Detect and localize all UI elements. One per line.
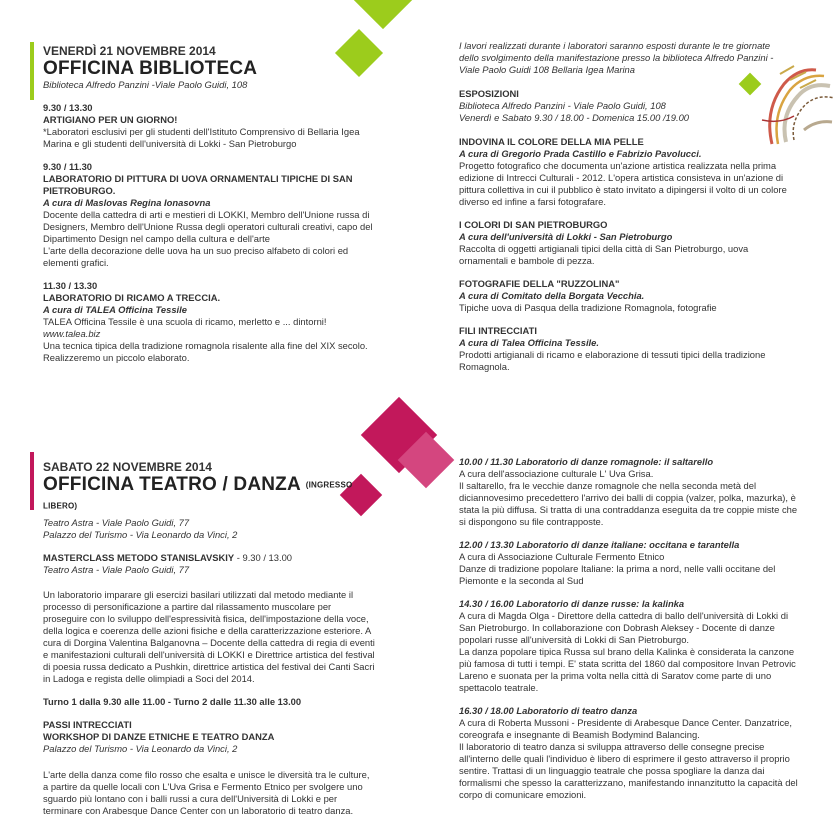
dance-lab-block: 16.30 / 18.00 Laboratorio di teatro danza A cura di Roberta Mussoni - Presidente di Arabesque Dance Center. Danzatrice, coreografa e insegnante di Beamish Bodymind Balancing. Il laboratorio di teatro danza si sviluppa attraverso delle consegne precise all'interno delle quali l'individuo è libero di esprimere il gesto attraverso il proprio sentire. Trattasi di un linguaggio teatrale che possa spogliare la danza dai formalismi che spesso la caratterizzano, manifestando innanzitutto la capacità del corpo di comunicare emozioni. <box>459 705 798 800</box>
activity-block: 11.30 / 13.30 LABORATORIO DI RICAMO A TRECCIA. A cura di TALEA Officina Tessile TALEA Officina Tessile è una scuola di ricamo, merletto e ... dintorni! www.talea.biz Una tecnica tipica della tradizione romagnola risalente alla fine del XIX secolo. Realizzeremo un piccolo elaborato. <box>43 280 376 364</box>
dance-lab-block: 12.00 / 13.30 Laboratorio di danze italiane: occitana e tarantella A cura di Associazione Culturale Fermento Etnico Danze di tradizione popolare Italiane: la prima a nord, nelle valli occitane del Piemonte e la seconda al Sud <box>459 539 776 586</box>
workshop-block: PASSI INTRECCIATI WORKSHOP DI DANZE ETNICHE E TEATRO DANZA Palazzo del Turismo - Via Leonardo da Vinci, 2 <box>43 718 275 754</box>
exhibit-block: I COLORI DI SAN PIETROBURGO A cura dell'università di Lokki - San Pietroburgo Raccolta di oggetti artigianali tipici della città di San Pietroburgo, uova ornamentali e bambole di pezza. <box>459 219 749 266</box>
exhibit-block: INDOVINA IL COLORE DELLA MIA PELLE A cura di Gregorio Prada Castillo e Fabrizio Pavolucci. Progetto fotografico che documenta un'azione artistica realizzata nella prima edizione di Intrecci Culturali - 2012. L'opera artistica consisteva in un'azione di pittura collettiva in cui il pubblico è stato invitato a dipingersi il volto di un colore diverso ed infine a farsi fotografare. <box>459 136 787 207</box>
dance-lab-block: 14.30 / 16.00 Laboratorio di danze russe: la kalinka A cura di Magda Olga - Direttore della cattedra di ballo dell'università di Lokki di San Pietroburgo. In collaborazione con Dobrash Aleksey - Docente di danze popolari russe all'università di Lokki di San Pietroburgo. La danza popolare tipica Russa sul brano della Kalinka è considerata la canzone più famosa di tutti i tempi. E' stata scritta del 1860 dal compositore Invan Petrovic Lareno e suonata per la prima volta nella città di Saratov come parte di uno spettacolo teatrale. <box>459 598 796 693</box>
green-accent-bar <box>30 42 34 100</box>
schedule-turns: Turno 1 dalla 9.30 alle 11.00 - Turno 2 dalle 11.30 alle 13.00 <box>43 695 302 707</box>
bottom-left-column: SABATO 22 NOVEMBRE 2014 OFFICINA TEATRO / DANZA (INGRESSO LIBERO) Teatro Astra - Viale Paolo Guidi, 77 Palazzo del Turismo - Via Leonardo da Vinci, 2 MASTERCLASS METODO STANISLAVSKIY - 9.30 / 13.00 Teatro Astra - Viale Paolo Guidi, 77 Un laboratorio imparare gli esercizi basilari utilizzati dal metodo mediante il processo di personificazione a partire dal rilassamento muscolare per proseguire con lo sviluppo dell'espressività fisica, dell'impostazione della voce, della logica e coerenza delle azioni fisiche e della caratterizzazione esteriore. A cura di Dorgina Valentina Balganovna – Docente della cattedra di regia di eventi e manifestazioni culturali dell'università di LOKKI e Direttrice artistica del festival di poesia russa dedicato a Pushkin, direttrice artistica del festival dei Canti Sacri in Ladoga e regista delle olimpiadi a Soci del 2014. Turno 1 dalla 9.30 alle 11.00 - Turno 2 dalle 11.30 alle 13.00 PASSI INTRECCIATI WORKSHOP DI DANZE ETNICHE E TEATRO DANZA Palazzo del Turismo - Via Leonardo da Vinci, 2 L'arte della danza come filo rosso che esalta e unisce le diversità tra le culture, a partire da quelle locali con L'Uva Grisa e Fermento Etnico per svolgere uno sguardo più lontano con i balli russi a cura dell'Università di Lokki e per terminare con Arabesque Dance Center con un laboratorio di teatro danza. <box>43 460 375 816</box>
website-link[interactable]: www.talea.biz <box>43 328 101 339</box>
top-left-column <box>43 44 376 364</box>
page-title: OFFICINA TEATRO / DANZA (INGRESSO LIBERO) <box>43 474 353 511</box>
magenta-accent-bar <box>30 452 34 510</box>
masterclass-block: MASTERCLASS METODO STANISLAVSKIY - 9.30 / 13.00 Teatro Astra - Viale Paolo Guidi, 77 <box>43 551 293 575</box>
green-diamond-large <box>345 0 421 29</box>
bottom-right-column <box>459 456 799 801</box>
workshop-description: L'arte della danza come filo rosso che esalta e unisce le diversità tra le culture, a partire da quelle locali con L'Uva Grisa e Fermento Etnico per svolgere uno sguardo più lontano con i balli russi a cura dell'Università di Lokki e per terminare con Arabesque Dance Center con un laboratorio di teatro danza. <box>43 768 370 816</box>
exhibit-block: FILI INTRECCIATI A cura di Talea Officina Tessile. Prodotti artigianali di ricamo e elaborazione di tessuti tipici della tradizione Romagnola. <box>459 325 766 372</box>
free-entry-note: (INGRESSO LIBERO) <box>43 480 353 511</box>
event-date: VENERDÌ 21 NOVEMBRE 2014 <box>43 44 216 58</box>
event-date: SABATO 22 NOVEMBRE 2014 <box>43 460 212 474</box>
venue-address: Biblioteca Alfredo Panzini -Viale Paolo Guidi, 108 <box>43 79 248 90</box>
masterclass-description: Un laboratorio imparare gli esercizi basilari utilizzati dal metodo mediante il processo di personificazione a partire dal rilassamento muscolare per proseguire con lo sviluppo dell'espressività fisica, dell'impostazione della voce, della logica e coerenza delle azioni fisiche e della caratterizzazione esteriore. A cura di Dorgina Valentina Balganovna – Docente della cattedra di regia di eventi e manifestazioni culturali dell'università di LOKKI e Direttrice artistica del festival di poesia russa dedicato a Pushkin, direttrice artistica del festival dei Canti Sacri in Ladoga e regista delle olimpiadi a Soci del 2014. <box>43 588 375 684</box>
intro-note: I lavori realizzati durante i laboratori saranno esposti durante le tre giornate dello svolgimento della manifestazione presso la biblioteca Alfredo Panzini - Viale Paolo Guidi 108 Bellaria Igea Marina <box>459 40 774 75</box>
page-title: OFFICINA BIBLIOTECA <box>43 58 258 79</box>
exhibitions-block: ESPOSIZIONI Biblioteca Alfredo Panzini - Viale Paolo Guidi, 108 Venerdì e Sabato 9.30 / 18.00 - Domenica 15.00 /19.00 <box>459 88 690 123</box>
activity-block: 9.30 / 11.30 LABORATORIO DI PITTURA DI UOVA ORNAMENTALI TIPICHE DI SAN PIETROBURGO. A cura di Maslovas Regina Ionasovna Docente della cattedra di arti e mestieri di LOKKI, Membro dell'Unione russa di Designers, Membro dell'Unione Russa degli operatori culturali creativi, capo del Dipartimento Design nel campo della cultura e dell'arte L'arte della decorazione delle uova ha un suo preciso alfabeto di colori ed elementi grafici. <box>43 161 373 268</box>
dance-lab-block: 10.00 / 11.30 Laboratorio di danze romagnole: il saltarello A cura dell'associazione culturale L' Uva Grisa. Il saltarello, fra le vecchie danze romagnole che nella seconda metà del diciannovesimo precedettero l'arrivo dei balli di coppia (valzer, polka, mazurka), è stata la più diffusa. Si tratta di una contraddanza eseguita da tre coppie miste che si dispongono su file contrapposte. <box>459 456 798 527</box>
exhibit-block: FOTOGRAFIE DELLA "RUZZOLINA" A cura di Comitato della Borgata Vecchia. Tipiche uova di Pasqua della tradizione Romagnola, fotografie <box>459 278 717 313</box>
top-right-column <box>459 40 799 373</box>
activity-block: 9.30 / 13.30 ARTIGIANO PER UN GIORNO! *Laboratori esclusivi per gli studenti dell'Istituto Comprensivo di Bellaria Igea Marina e gli studenti dell'università di Lokki - San Pietroburgo <box>43 102 360 149</box>
